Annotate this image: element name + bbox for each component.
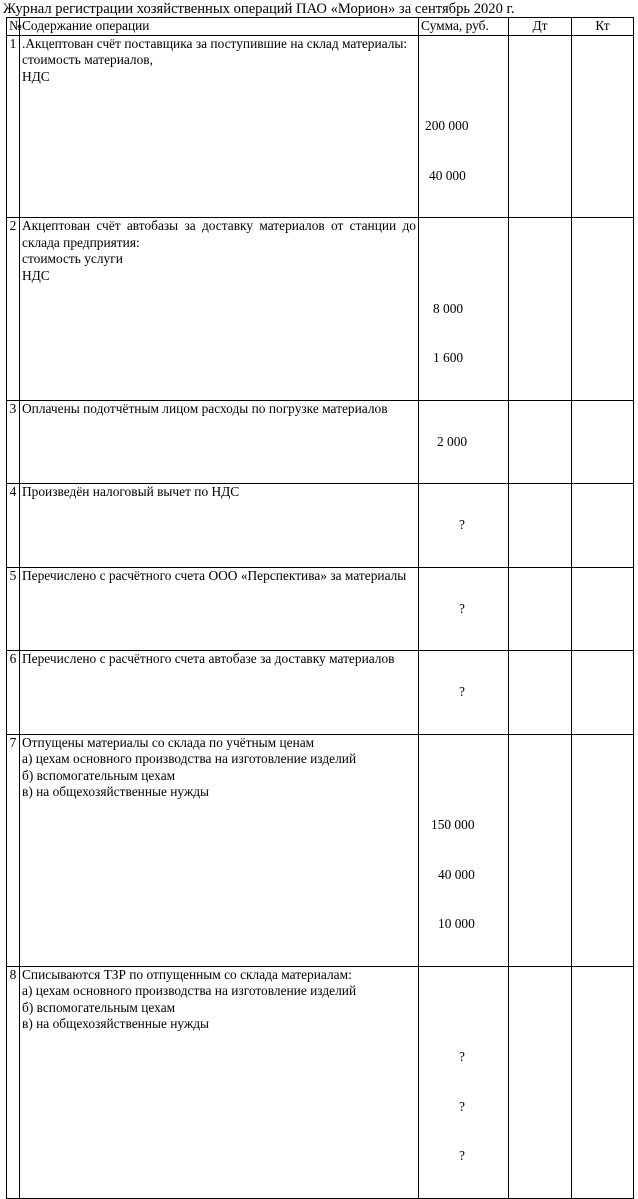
debit-cell[interactable] — [509, 400, 572, 484]
credit-cell[interactable] — [572, 400, 634, 484]
amount-value: ? — [459, 600, 465, 616]
operation-content — [20, 734, 419, 966]
amount-value: ? — [459, 1148, 465, 1163]
table-row — [7, 218, 634, 401]
operation-line: стоимость услуги — [22, 251, 123, 266]
table-row — [7, 35, 634, 218]
amount-value: 1 600 — [433, 350, 464, 365]
operation-content — [20, 400, 419, 484]
operation-line: НДС — [22, 267, 50, 283]
table-row — [7, 567, 634, 651]
row-number: 6 — [7, 651, 20, 735]
amount-value: 10 000 — [438, 916, 475, 931]
operation-line: Оплачены подотчётным лицом расходы по погрузке материалов — [22, 400, 388, 416]
amount-value: ? — [459, 1098, 465, 1114]
operation-line: в) на общехозяйственные нужды — [22, 1016, 210, 1031]
amount-value: 150 000 — [431, 817, 475, 832]
amount-cell — [419, 966, 509, 1198]
amount-value: ? — [459, 1049, 465, 1064]
operation-line: НДС — [22, 68, 50, 84]
operation-content — [20, 651, 419, 735]
journal-title: Журнал регистрации хозяйственных операций ПАО «Морион» за сентябрь 2020 г. — [3, 1, 515, 17]
row-number: 3 — [7, 400, 20, 484]
row-number: 8 — [7, 966, 20, 1198]
operation-line: стоимость материалов, — [22, 52, 153, 67]
amount-cell — [419, 484, 509, 568]
amount-value: 40 000 — [438, 866, 475, 882]
debit-cell[interactable] — [509, 567, 572, 651]
amount-cell — [419, 35, 509, 218]
header-num: № — [7, 18, 20, 36]
credit-cell[interactable] — [572, 966, 634, 1198]
debit-cell[interactable] — [509, 651, 572, 735]
row-number: 1 — [7, 35, 20, 218]
operation-content — [20, 484, 419, 568]
operation-line: б) вспомогательным цехам — [22, 999, 176, 1015]
operation-line: Перечислено с расчётного счета автобазе за доставку материалов — [22, 651, 395, 666]
operation-line: а) цехам основного производства на изготовление изделий — [22, 983, 357, 998]
table-row — [7, 651, 634, 735]
journal-table — [6, 17, 634, 1199]
credit-cell[interactable] — [572, 484, 634, 568]
amount-cell — [419, 567, 509, 651]
debit-cell[interactable] — [509, 484, 572, 568]
operation-content — [20, 966, 419, 1198]
header-kt: Кт — [572, 18, 634, 36]
amount-value: ? — [459, 517, 465, 532]
credit-cell[interactable] — [572, 218, 634, 401]
credit-cell[interactable] — [572, 35, 634, 218]
operation-line: .Акцептован счёт поставщика за поступившие на склад материалы: — [22, 35, 408, 51]
operation-line: Списываются ТЗР по отпущенным со склада материалам: — [22, 966, 352, 982]
row-number: 4 — [7, 484, 20, 568]
amount-cell — [419, 218, 509, 401]
operation-line: Произведён налоговый вычет по НДС — [22, 484, 240, 499]
debit-cell[interactable] — [509, 734, 572, 966]
operation-content — [20, 567, 419, 651]
operation-line: а) цехам основного производства на изготовление изделий — [22, 751, 357, 766]
amount-value: 200 000 — [425, 118, 469, 133]
amount-cell — [419, 400, 509, 484]
operation-content — [20, 35, 419, 218]
amount-value: 2 000 — [437, 433, 468, 449]
operation-line: Акцептован счёт автобазы за доставку материалов от станции до склада предприятия: — [22, 218, 416, 250]
credit-cell[interactable] — [572, 567, 634, 651]
amount-value: ? — [459, 684, 465, 699]
row-number: 7 — [7, 734, 20, 966]
operation-line: б) вспомогательным цехам — [22, 767, 176, 783]
operation-line: в) на общехозяйственные нужды — [22, 784, 210, 799]
table-row — [7, 966, 634, 1198]
amount-cell — [419, 651, 509, 735]
header-sum: Сумма, руб. — [419, 18, 509, 36]
row-number: 2 — [7, 218, 20, 401]
table-row — [7, 484, 634, 568]
header-row — [7, 18, 634, 36]
amount-value: 8 000 — [433, 300, 464, 316]
amount-value: 40 000 — [429, 167, 466, 183]
operation-line: Перечислено с расчётного счета ООО «Перспектива» за материалы — [22, 567, 407, 583]
amount-cell — [419, 734, 509, 966]
table-row — [7, 734, 634, 966]
operation-content — [20, 218, 419, 401]
debit-cell[interactable] — [509, 966, 572, 1198]
operation-line: Отпущены материалы со склада по учётным ценам — [22, 734, 315, 750]
row-number: 5 — [7, 567, 20, 651]
table-row — [7, 400, 634, 484]
credit-cell[interactable] — [572, 651, 634, 735]
header-dt: Дт — [509, 18, 572, 36]
header-content: Содержание операции — [20, 18, 419, 36]
debit-cell[interactable] — [509, 218, 572, 401]
credit-cell[interactable] — [572, 734, 634, 966]
debit-cell[interactable] — [509, 35, 572, 218]
